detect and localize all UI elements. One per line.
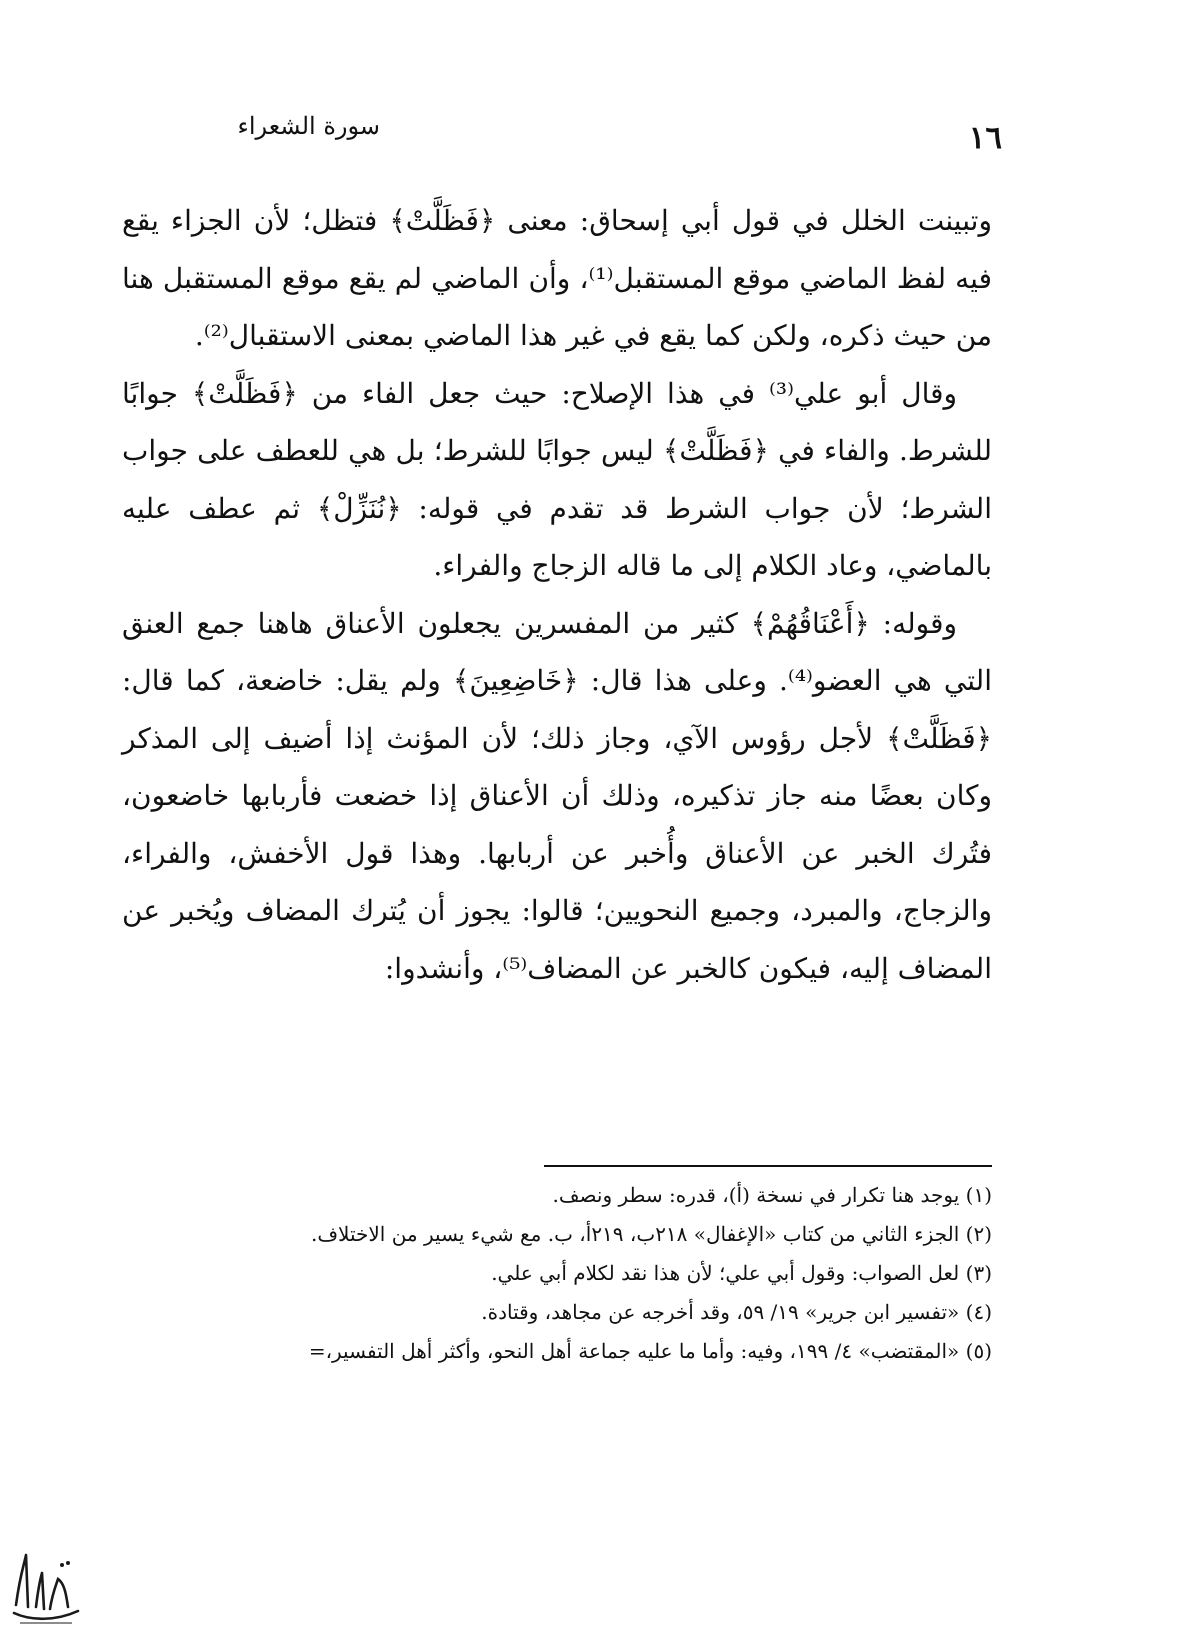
- publisher-logo: [6, 1535, 84, 1635]
- paragraph: وقال أبو علي⁽³⁾ في هذا الإصلاح: حيث جعل الفاء من ﴿فَظَلَّتْ﴾ جوابًا للشرط. والفاء في ﴿فَظَلَّتْ﴾ ليس جوابًا للشرط؛ بل هي للعطف على جواب الشرط؛ لأن جواب الشرط قد تقدم في قوله: ﴿نُنَزِّلْ﴾ ثم عطف عليه بالماضي، وعاد الكلام إلى ما قاله الزجاج والفراء.: [122, 376, 992, 582]
- surah-title: سورة الشعراء: [237, 112, 380, 140]
- footnote: (٣) لعل الصواب: وقول أبي علي؛ لأن هذا نقد لكلام أبي علي.: [491, 1261, 992, 1285]
- footnote: (٢) الجزء الثاني من كتاب «الإغفال» ٢١٨ب، ٢١٩أ، ب. مع شيء يسير من الاختلاف.: [310, 1222, 992, 1246]
- footnote: (١) يوجد هنا تكرار في نسخة (أ)، قدره: سطر ونصف.: [552, 1183, 992, 1207]
- page-number: ١٦: [968, 120, 1002, 156]
- paragraph: وقوله: ﴿أَعْنَاقُهُمْ﴾ كثير من المفسرين يجعلون الأعناق هاهنا جمع العنق التي هي العضو⁽⁴⁾. وعلى هذا قال: ﴿خَاضِعِينَ﴾ ولم يقل: خاضعة، كما قال: ﴿فَظَلَّتْ﴾ لأجل رؤوس الآي، وجاز ذلك؛ لأن المؤنث إذا أضيف إلى المذكر وكان بعضًا منه جاز تذكيره، وذلك أن الأعناق إذا خضعت فأربابها خاضعون، فتُرك الخبر عن الأعناق وأُخبر عن أربابها. وهذا قول الأخفش، والفراء، والزجاج، والمبرد، وجميع النحويين؛ قالوا: يجوز أن يُترك المضاف ويُخبر عن المضاف إليه، فيكون كالخبر عن المضاف⁽⁵⁾، وأنشدوا:: [122, 606, 993, 985]
- footnotes: [142, 1178, 992, 1373]
- footnote: (٤) «تفسير ابن جرير» ١٩/ ٥٩، وقد أخرجه عن مجاهد، وقتادة.: [481, 1300, 992, 1324]
- main-text: [122, 192, 992, 997]
- footnote: (٥) «المقتضب» ٤/ ١٩٩، وفيه: وأما ما عليه جماعة أهل النحو، وأكثر أهل التفسير،=: [308, 1339, 992, 1363]
- paragraph: وتبينت الخلل في قول أبي إسحاق: معنى ﴿فَظَلَّتْ﴾ فتظل؛ لأن الجزاء يقع فيه لفظ الماضي موقع المستقبل⁽¹⁾، وأن الماضي لم يقع موقع المستقبل هنا من حيث ذكره، ولكن كما يقع في غير هذا الماضي بمعنى الاستقبال⁽²⁾.: [122, 204, 992, 352]
- footnote-divider: [544, 1165, 992, 1167]
